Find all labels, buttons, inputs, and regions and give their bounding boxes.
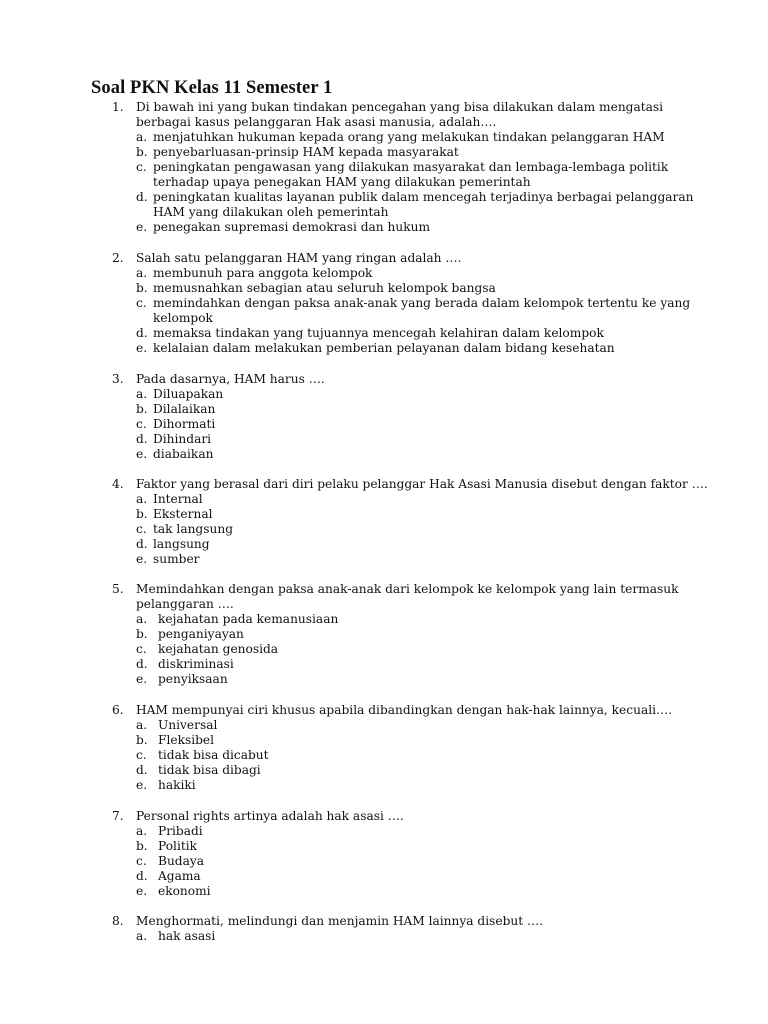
option-text: Pribadi (158, 824, 203, 838)
option-letter: e. (136, 552, 148, 566)
option-letter: e. (136, 672, 148, 686)
option-letter: c. (136, 642, 147, 656)
option-c (136, 748, 716, 763)
option-text: memaksa tindakan yang tujuannya mencegah kelahiran dalam kelompok (153, 326, 604, 340)
question-text: Menghormati, melindungi dan menjamin HAM lainnya disebut …. (136, 914, 544, 928)
option-letter: d. (136, 190, 148, 204)
option-text: Internal (153, 492, 203, 506)
question-text: Memindahkan dengan paksa anak-anak dari kelompok ke kelompok yang lain termasuk pelanggaran …. (136, 582, 679, 611)
option-text: langsung (153, 537, 210, 551)
question-text: HAM mempunyai ciri khusus apabila dibandingkan dengan hak-hak lainnya, kecuali…. (136, 703, 673, 717)
option-text: Dihormati (153, 417, 216, 431)
option-text: hakiki (158, 778, 196, 792)
option-text: Diluapakan (153, 387, 224, 401)
option-text: Eksternal (153, 507, 213, 521)
option-letter: e. (136, 884, 148, 898)
option-text: peningkatan pengawasan yang dilakukan masyarakat dan lembaga-lembaga politik terhadap upaya penegakan HAM yang dilakukan pemerintah (153, 160, 669, 189)
option-text: diskriminasi (158, 657, 234, 671)
option-b (136, 733, 716, 748)
option-a (136, 130, 716, 145)
option-c (136, 854, 716, 869)
option-letter: e. (136, 447, 148, 461)
option-letter: a. (136, 387, 148, 401)
option-letter: d. (136, 432, 148, 446)
option-text: tidak bisa dibagi (158, 763, 261, 777)
option-letter: e. (136, 778, 148, 792)
option-e (136, 220, 716, 235)
option-text: Politik (158, 839, 198, 853)
question-number: 8. (112, 914, 124, 928)
question-number: 1. (112, 100, 124, 114)
option-list (136, 130, 716, 235)
question-text: Salah satu pelanggaran HAM yang ringan adalah …. (136, 251, 462, 265)
option-text: memusnahkan sebagian atau seluruh kelompok bangsa (153, 281, 496, 295)
option-letter: d. (136, 326, 148, 340)
option-letter: a. (136, 824, 148, 838)
option-text: ekonomi (158, 884, 211, 898)
option-letter: e. (136, 341, 148, 355)
option-text: penganiyayan (158, 627, 244, 641)
option-text: kejahatan genosida (158, 642, 279, 656)
option-e (136, 884, 716, 899)
option-letter: a. (136, 718, 148, 732)
option-letter: d. (136, 869, 148, 883)
option-letter: c. (136, 296, 147, 310)
option-letter: b. (136, 145, 148, 159)
option-letter: c. (136, 522, 147, 536)
option-letter: b. (136, 733, 148, 747)
option-letter: e. (136, 220, 148, 234)
question-number: 2. (112, 251, 124, 265)
option-c (136, 642, 716, 657)
option-a (136, 492, 716, 507)
option-e (136, 341, 716, 356)
option-b (136, 281, 716, 296)
option-text: kejahatan pada kemanusiaan (158, 612, 339, 626)
option-b (136, 507, 716, 522)
option-letter: b. (136, 627, 148, 641)
option-list (136, 387, 716, 462)
option-text: tak langsung (153, 522, 233, 536)
option-d (136, 869, 716, 884)
option-letter: a. (136, 492, 148, 506)
option-letter: a. (136, 266, 148, 280)
option-a (136, 387, 716, 402)
option-d (136, 190, 716, 220)
question-number: 3. (112, 372, 124, 386)
option-letter: c. (136, 854, 147, 868)
option-letter: b. (136, 839, 148, 853)
option-text: penegakan supremasi demokrasi dan hukum (153, 220, 431, 234)
option-list (136, 824, 716, 899)
question-number: 6. (112, 703, 124, 717)
option-letter: b. (136, 402, 148, 416)
option-text: Dilalaikan (153, 402, 216, 416)
option-text: tidak bisa dicabut (158, 748, 269, 762)
option-d (136, 657, 716, 672)
option-a (136, 718, 716, 733)
option-text: diabaikan (153, 447, 214, 461)
question-number: 4. (112, 477, 124, 491)
option-b (136, 145, 716, 160)
question-number: 5. (112, 582, 124, 596)
option-letter: c. (136, 160, 147, 174)
option-e (136, 447, 716, 462)
option-d (136, 432, 716, 447)
option-text: Budaya (158, 854, 205, 868)
option-a (136, 612, 716, 627)
option-e (136, 552, 716, 567)
question-text: Di bawah ini yang bukan tindakan pencegahan yang bisa dilakukan dalam mengatasi berbagai kasus pelanggaran Hak asasi manusia, adalah…. (136, 100, 664, 129)
option-text: penyiksaan (158, 672, 228, 686)
option-text: memindahkan dengan paksa anak-anak yang berada dalam kelompok tertentu ke yang kelompok (153, 296, 691, 325)
option-text: peningkatan kualitas layanan publik dalam mencegah terjadinya berbagai pelanggaran HAM yang dilakukan oleh pemerintah (153, 190, 694, 219)
option-list (136, 492, 716, 567)
option-list (136, 612, 716, 687)
option-d (136, 326, 716, 341)
option-e (136, 778, 716, 793)
option-letter: a. (136, 612, 148, 626)
option-letter: d. (136, 657, 148, 671)
option-text: menjatuhkan hukuman kepada orang yang melakukan tindakan pelanggaran HAM (153, 130, 665, 144)
option-c (136, 296, 716, 326)
page-title: Soal PKN Kelas 11 Semester 1 (91, 78, 333, 98)
question-number: 7. (112, 809, 124, 823)
option-text: hak asasi (158, 929, 216, 943)
option-letter: a. (136, 929, 148, 943)
option-text: Dihindari (153, 432, 212, 446)
option-text: penyebarluasan-prinsip HAM kepada masyarakat (153, 145, 459, 159)
option-letter: d. (136, 537, 148, 551)
option-e (136, 672, 716, 687)
option-text: sumber (153, 552, 200, 566)
option-a (136, 266, 716, 281)
option-list (136, 718, 716, 793)
option-text: Fleksibel (158, 733, 215, 747)
option-b (136, 627, 716, 642)
option-letter: a. (136, 130, 148, 144)
option-text: kelalaian dalam melakukan pemberian pelayanan dalam bidang kesehatan (153, 341, 615, 355)
question-text: Pada dasarnya, HAM harus …. (136, 372, 325, 386)
option-b (136, 839, 716, 854)
option-list (136, 929, 716, 944)
option-letter: c. (136, 417, 147, 431)
option-b (136, 402, 716, 417)
question-text: Personal rights artinya adalah hak asasi …. (136, 809, 404, 823)
option-text: Universal (158, 718, 218, 732)
option-letter: d. (136, 763, 148, 777)
option-text: Agama (158, 869, 201, 883)
option-letter: b. (136, 507, 148, 521)
option-list (136, 266, 716, 356)
option-c (136, 522, 716, 537)
option-d (136, 763, 716, 778)
option-letter: b. (136, 281, 148, 295)
option-c (136, 417, 716, 432)
option-a (136, 929, 716, 944)
option-text: membunuh para anggota kelompok (153, 266, 373, 280)
question-text: Faktor yang berasal dari diri pelaku pelanggar Hak Asasi Manusia disebut dengan faktor …. (136, 477, 708, 491)
option-letter: c. (136, 748, 147, 762)
option-c (136, 160, 716, 190)
option-a (136, 824, 716, 839)
option-d (136, 537, 716, 552)
